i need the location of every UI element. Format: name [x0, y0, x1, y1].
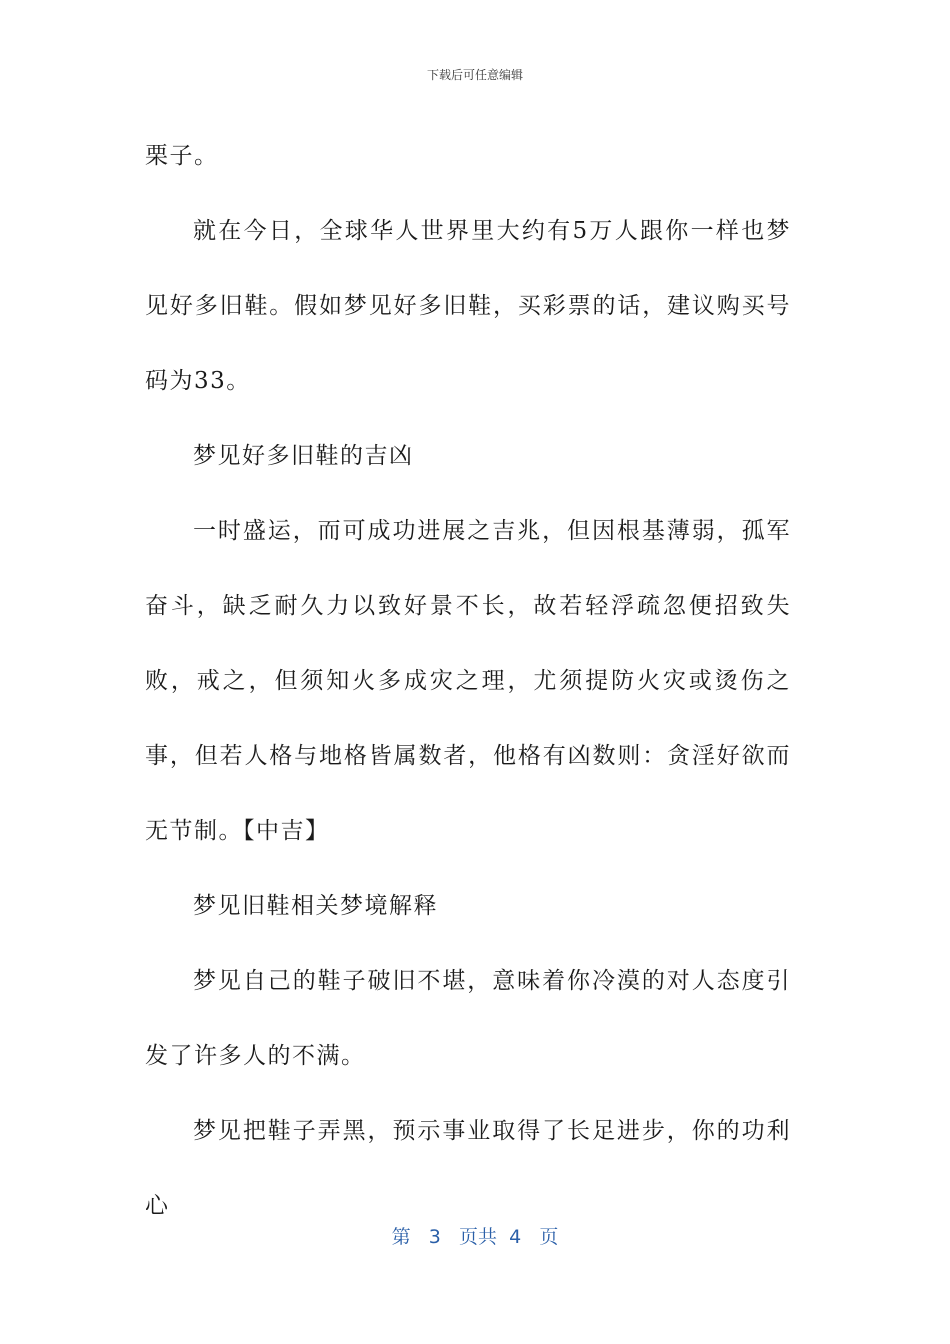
- paragraph: 梦见自己的鞋子破旧不堪，意味着你冷漠的对人态度引发了许多人的不满。: [145, 968, 791, 1069]
- paragraph: 就在今日，全球华人世界里大约有5万人跟你一样也梦见好多旧鞋。假如梦见好多旧鞋，买彩票的话，建议购买号码为33。: [145, 218, 791, 394]
- current-page-number: 3: [428, 1226, 441, 1248]
- section-heading: 梦见好多旧鞋的吉凶: [193, 443, 414, 469]
- header-note: 下载后可任意编辑: [426, 68, 523, 82]
- section-heading: 梦见旧鞋相关梦境解释: [193, 893, 438, 919]
- page-number-footer: [0, 1222, 950, 1249]
- paragraph: 一时盛运，而可成功进展之吉兆，但因根基薄弱，孤军奋斗，缺乏耐久力以致好景不长，故若轻浮疏忽便招致失败，戒之，但须知火多成灾之理，尤须提防火灾或烫伤之事，但若人格与地格皆属数者，他格有凶数则：贪淫好欲而无节制。【中吉】: [145, 518, 791, 844]
- page-label-mid: 页共: [459, 1226, 498, 1248]
- document-body: [145, 119, 791, 1244]
- page-label-suffix: 页: [539, 1226, 559, 1248]
- page-label-prefix: 第: [391, 1226, 411, 1248]
- total-pages-number: 4: [509, 1226, 522, 1248]
- paragraph-continuation: 栗子。: [145, 143, 219, 169]
- paragraph: 梦见把鞋子弄黑，预示事业取得了长足进步，你的功利心: [145, 1118, 791, 1219]
